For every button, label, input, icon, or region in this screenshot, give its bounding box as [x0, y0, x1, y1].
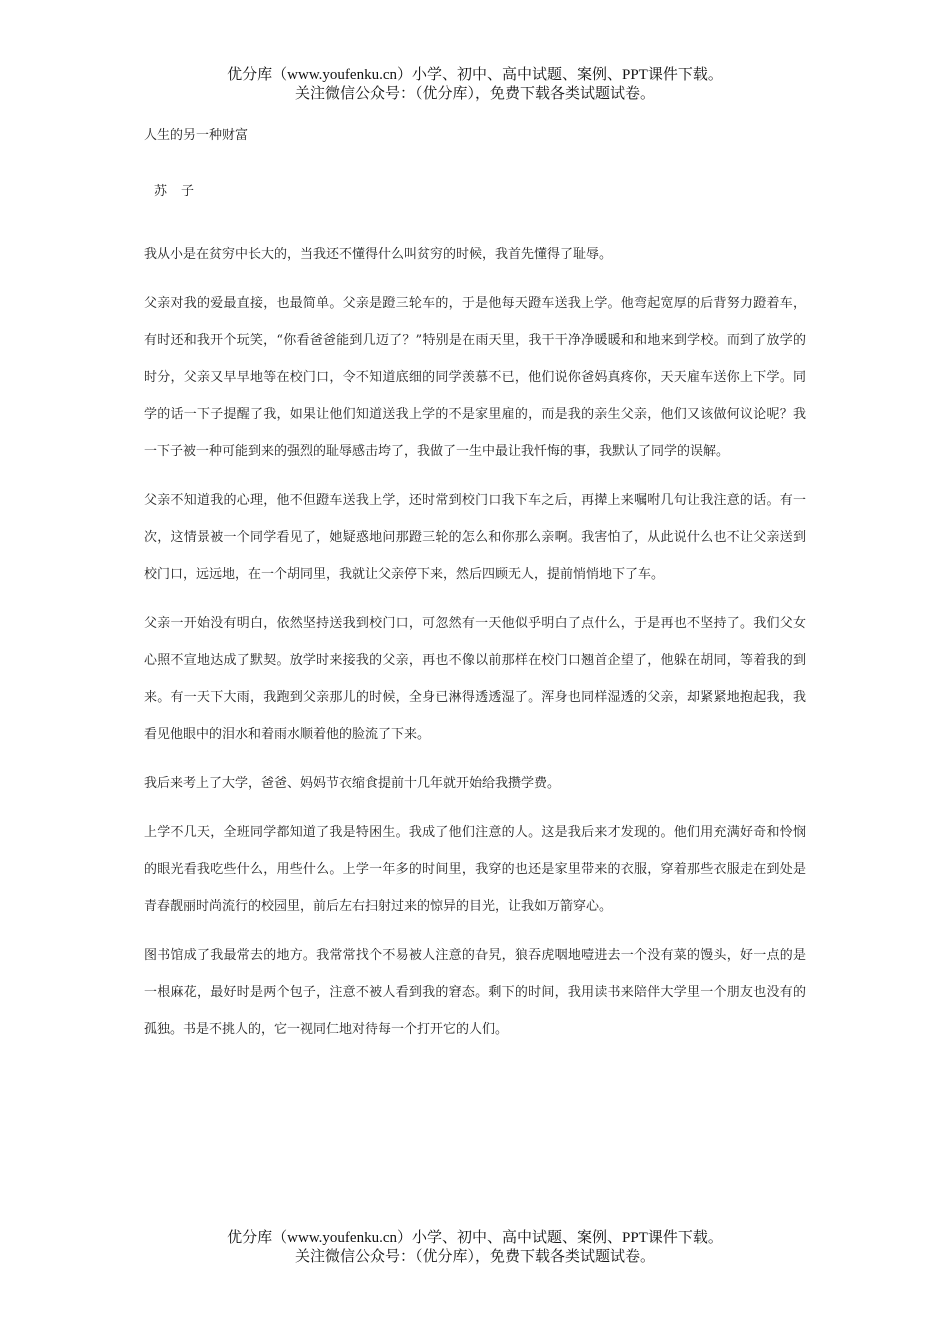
- article-paragraph: 父亲一开始没有明白，依然坚持送我到校门口，可忽然有一天他似乎明白了点什么，于是再也不坚持了。我们父女心照不宣地达成了默契。放学时来接我的父亲，再也不像以前那样在校门口翘首企望了，他躲在胡同，等着我的到来。有一天下大雨，我跑到父亲那儿的时候，全身已淋得透透湿了。浑身也同样湿透的父亲，却紧紧地抱起我，我看见他眼中的泪水和着雨水顺着他的脸流了下来。: [144, 616, 806, 742]
- article-paragraph: 父亲对我的爱最直接，也最简单。父亲是蹬三轮车的，于是他每天蹬车送我上学。他弯起宽厚的后背努力蹬着车，有时还和我开个玩笑，“你看爸爸能到几迈了？”特别是在雨天里，我干干净净暖暖和和地来到学校。而到了放学的时分，父亲又早早地等在校门口，令不知道底细的同学羡慕不已，他们说你爸妈真疼你，天天雇车送你上下学。同学的话一下子提醒了我，如果让他们知道送我上学的不是家里雇的，而是我的亲生父亲，他们又该做何议论呢？我一下子被一种可能到来的强烈的耻辱感击垮了，我做了一生中最让我忏悔的事，我默认了同学的误解。: [144, 296, 806, 459]
- article-title: 人生的另一种财富: [144, 128, 249, 143]
- header-site-line: 优分库（www.youfenku.cn）小学、初中、高中试题、案例、PPT课件下载。: [227, 67, 723, 83]
- article-body: [144, 124, 806, 1060]
- page-footer-banner: [0, 1229, 950, 1267]
- article-paragraph: 我后来考上了大学，爸爸、妈妈节衣缩食提前十几年就开始给我攒学费。: [144, 776, 561, 791]
- header-wechat-line: 关注微信公众号：（优分库），免费下载各类试题试卷。: [294, 86, 655, 102]
- article-paragraph: 图书馆成了我最常去的地方。我常常找个不易被人注意的旮旯，狼吞虎咽地噎进去一个没有菜的馒头，好一点的是一根麻花，最好时是两个包子，注意不被人看到我的窘态。剩下的时间，我用读书来陪伴大学里一个朋友也没有的孤独。书是不挑人的，它一视同仁地对待每一个打开它的人们。: [144, 948, 806, 1037]
- article-author: 苏子: [154, 184, 209, 199]
- article-paragraph: 我从小是在贫穷中长大的，当我还不懂得什么叫贫穷的时候，我首先懂得了耻辱。: [144, 247, 613, 262]
- article-paragraph: 父亲不知道我的心理，他不但蹬车送我上学，还时常到校门口我下车之后，再撵上来嘱咐几句让我注意的话。有一次，这情景被一个同学看见了，她疑惑地问那蹬三轮的怎么和你那么亲啊。我害怕了，从此说什么也不让父亲送到校门口，远远地，在一个胡同里，我就让父亲停下来，然后四顾无人，提前悄悄地下了车。: [144, 493, 806, 582]
- footer-wechat-line: 关注微信公众号：（优分库），免费下载各类试题试卷。: [294, 1249, 655, 1265]
- footer-site-line: 优分库（www.youfenku.cn）小学、初中、高中试题、案例、PPT课件下载。: [227, 1230, 723, 1246]
- page-header-banner: [0, 66, 950, 104]
- article-paragraph: 上学不几天，全班同学都知道了我是特困生。我成了他们注意的人。这是我后来才发现的。他们用充满好奇和怜悯的眼光看我吃些什么，用些什么。上学一年多的时间里，我穿的也还是家里带来的衣服，穿着那些衣服走在到处是青春靓丽时尚流行的校园里，前后左右扫射过来的惊异的目光，让我如万箭穿心。: [144, 825, 806, 914]
